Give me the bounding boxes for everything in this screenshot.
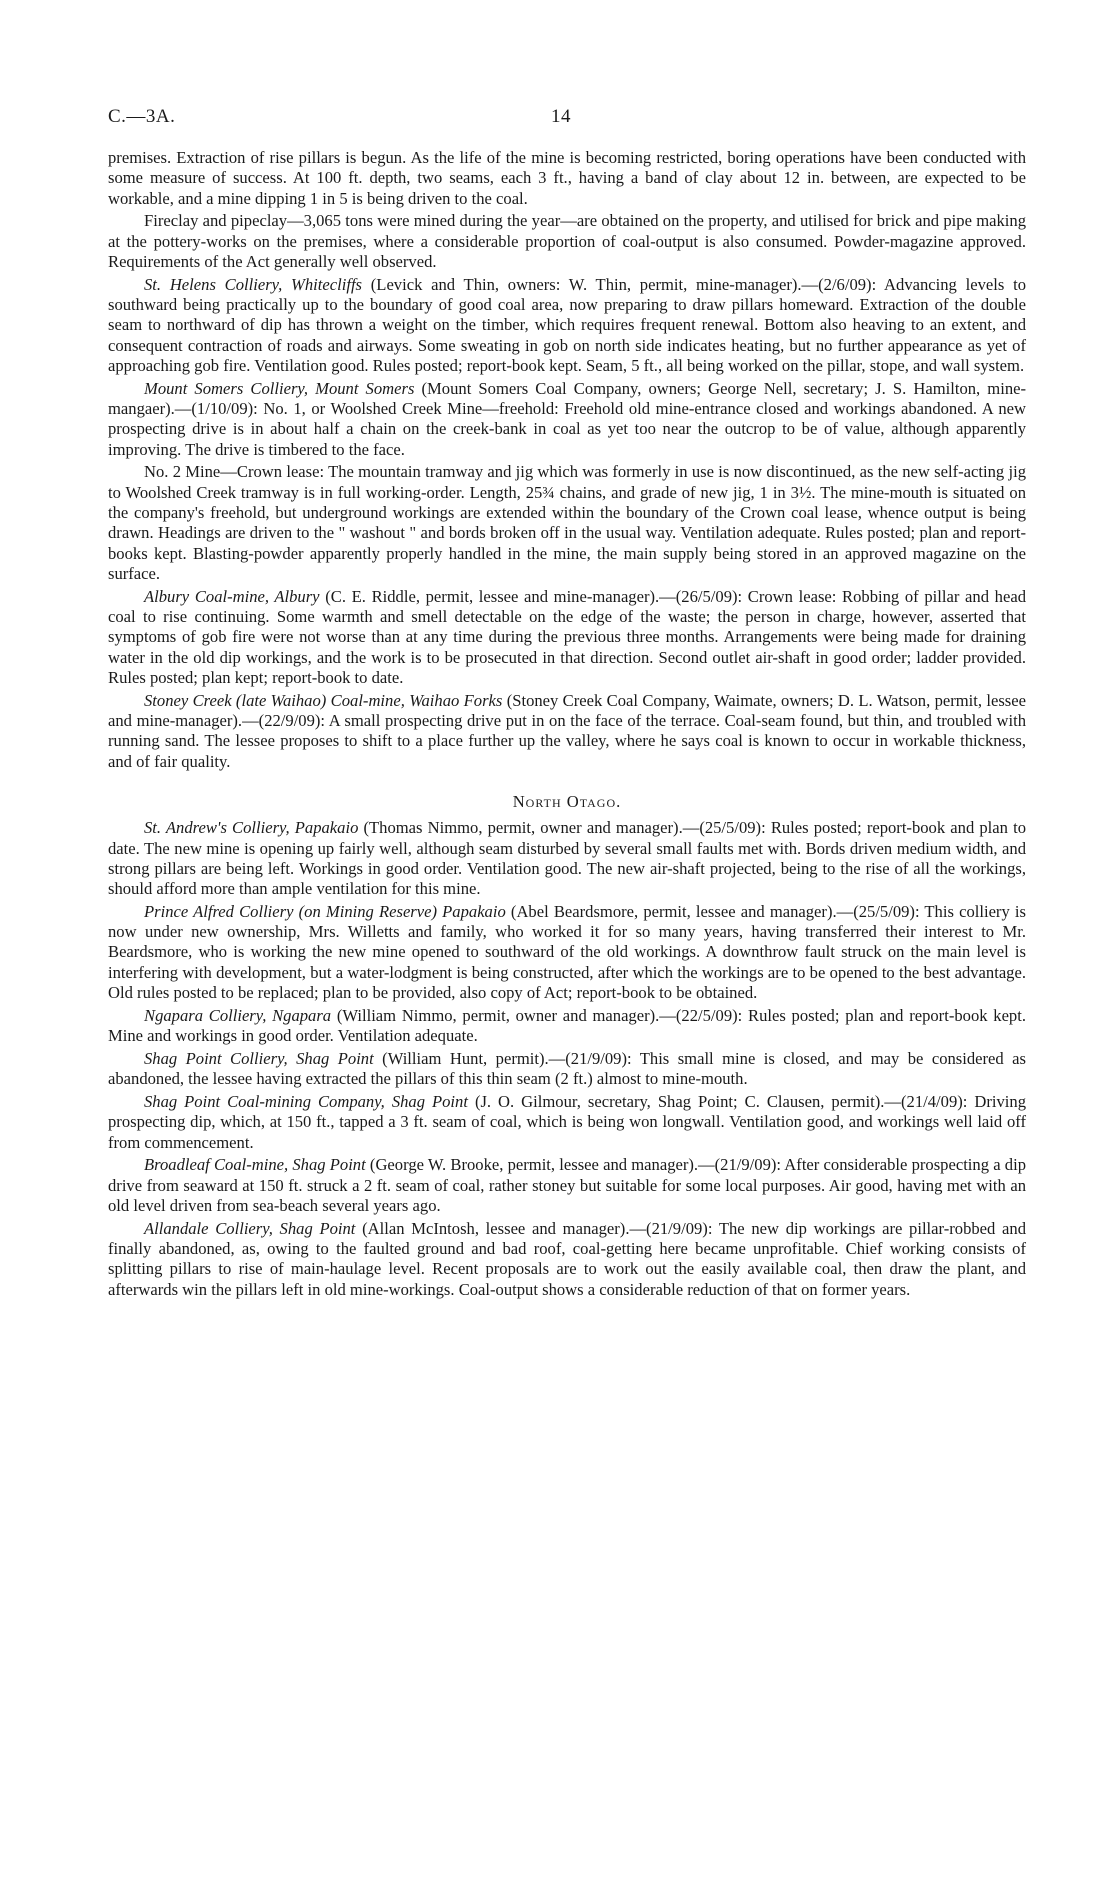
report-body <box>108 148 1026 1300</box>
paragraph <box>108 462 1026 584</box>
page-number: 14 <box>551 106 571 127</box>
paragraph-text: premises. Extraction of rise pillars is begun. As the life of the mine is becoming restricted, boring operations have been conducted with some measure of success. At 100 ft. depth, two seams, each 3 ft., having a band of clay about 12 in. between, are expected to be workable, and a mine dipping 1 in 5 is being driven to the coal. <box>108 148 1026 208</box>
paragraph-text: (C. E. Riddle, permit, lessee and mine-manager).—(26/5/09): Crown lease: Robbing of pillar and head coal to rise continuing. Some warmth and smell detectable on the edge of the waste; the person in charge, however, asserted that symptoms of gob fire were not worse than at any time during the previous three months. Arrangements were being made for draining water in the old dip workings, and the work is to be prosecuted in that direction. Second outlet air-shaft in good order; ladder provided. Rules posted; plan kept; report-book to date. <box>108 586 1026 687</box>
paragraph <box>108 1155 1026 1216</box>
mine-title: Shag Point Coal-mining Company, Shag Point <box>144 1092 468 1112</box>
paragraphs-before-section <box>108 148 1026 772</box>
paragraph <box>108 275 1026 376</box>
paragraph-text: (George W. Brooke, permit, lessee and manager).—(21/9/09): After considerable prospecting a dip drive from seaward at 150 ft. struck a 2 ft. seam of coal, rather stoney but suitable for some local purposes. Air good, having met with an old level driven from sea-beach several years ago. <box>108 1155 1026 1216</box>
paragraph <box>108 902 1026 1003</box>
paragraph <box>108 1219 1026 1300</box>
paragraph-text: (Levick and Thin, owners: W. Thin, permit, mine-manager).—(2/6/09): Advancing levels to southward being practically up to the boundary of good coal area, now preparing to draw pillars homeward. Extraction of the double seam to northward of dip has thrown a weight on the timber, which requires frequent renewal. Bottom also heaving to an extent, and consequent contraction of roads and airways. Some sweating in gob on north side indicates heating, but no further appearance as yet of approaching gob fire. Ventilation good. Rules posted; report-book kept. Seam, 5 ft., all being worked on the pillar, stope, and wall system. <box>108 274 1026 375</box>
mine-title: Broadleaf Coal-mine, Shag Point <box>144 1155 366 1175</box>
section-heading: North Otago. <box>512 791 622 811</box>
mine-title: Shag Point Colliery, Shag Point <box>144 1048 374 1068</box>
paragraph-text: (Stoney Creek Coal Company, Waimate, owners; D. L. Watson, permit, lessee and mine-manager).—(22/9/09): A small prospecting drive put in on the face of the terrace. Coal-seam found, but thin, and troubled with running sand. The lessee proposes to shift to a place further up the valley, where he says coal is known to occur in workable thickness, and of fair quality. <box>108 690 1026 771</box>
paragraph-text: (Allan McIntosh, lessee and manager).—(21/9/09): The new dip workings are pillar-robbed and finally abandoned, as, owing to the faulted ground and bad roof, coal-getting here became unprofitable. Chief working consists of splitting pillars to rise of main-haulage level. Recent proposals are to work out the easily available coal, then draw the plant, and afterwards win the pillars left in old mine-workings. Coal-output shows a considerable reduction of that on former years. <box>108 1218 1026 1299</box>
document-page <box>108 106 1026 1303</box>
running-header <box>108 106 1026 136</box>
report-reference: C.—3A. <box>108 106 176 127</box>
mine-title: Stoney Creek (late Waihao) Coal-mine, Waihao Forks <box>144 690 503 710</box>
paragraph <box>108 1049 1026 1090</box>
mine-title: Albury Coal-mine, Albury <box>144 586 320 606</box>
paragraph-text: No. 2 Mine—Crown lease: The mountain tramway and jig which was formerly in use is now discontinued, as the new self-acting jig to Woolshed Creek tramway is in full working-order. Length, 25¾ chains, and grade of new jig, 1 in 3½. The mine-mouth is situated on the company's freehold, but underground workings are extended within the boundary of the Crown coal lease, whence output is being drawn. Headings are driven to the " washout " and bords broken off in the usual way. Ventilation adequate. Rules posted; plan and report-books kept. Blasting-powder apparently properly handled in the mine, the main supply being stored in an approved magazine on the surface. <box>108 462 1026 583</box>
paragraph-text: (J. O. Gilmour, secretary, Shag Point; C. Clausen, permit).—(21/4/09): Driving prospecting dip, which, at 150 ft., tapped a 3 ft. seam of coal, which is being won longwall. Ventilation good, and workings well laid off from commencement. <box>108 1092 1026 1152</box>
paragraph <box>108 148 1026 209</box>
paragraph <box>108 1092 1026 1153</box>
paragraphs-after-section <box>108 818 1026 1300</box>
paragraph <box>108 818 1026 899</box>
paragraph-text: (Abel Beardsmore, permit, lessee and manager).—(25/5/09): This colliery is now under new ownership, Mrs. Willetts and family, who worked it for so many years, having transferred their interest to Mr. Beardsmore, who is working the new mine opened to southward of the old workings. A downthrow fault struck on the main level is interfering with development, but a water-lodgment is being constructed, after which the workings are to be opened to the best advantage. Old rules posted to be replaced; plan to be provided, also copy of Act; report-book to be obtained. <box>108 901 1026 1003</box>
paragraph <box>108 211 1026 272</box>
paragraph <box>108 587 1026 688</box>
mine-title: St. Andrew's Colliery, Papakaio <box>144 818 359 838</box>
mine-title: Prince Alfred Colliery (on Mining Reserve) Papakaio <box>144 901 506 921</box>
paragraph <box>108 1006 1026 1047</box>
mine-title: Ngapara Colliery, Ngapara <box>144 1005 332 1025</box>
paragraph-text: (Thomas Nimmo, permit, owner and manager).—(25/5/09): Rules posted; report-book and plan to date. The new mine is opening up fairly well, although seam disturbed by several small faults met with. Bords driven medium width, and strong pillars are being left. Workings in good order. Ventilation good. The new air-shaft projected, being to the rise of all the workings, should afford more than ample ventilation for this mine. <box>108 818 1026 899</box>
paragraph-text: (Mount Somers Coal Company, owners; George Nell, secretary; J. S. Hamilton, mine-mangaer).—(1/10/09): No. 1, or Woolshed Creek Mine—freehold: Freehold old mine-entrance closed and workings abandoned. A new prospecting drive is in about half a chain on the creek-bank in coal as yet too near the outcrop to be of value, although apparently improving. The drive is timbered to the face. <box>108 378 1027 459</box>
mine-title: St. Helens Colliery, Whitecliffs <box>144 274 363 294</box>
mine-title: Mount Somers Colliery, Mount Somers <box>144 378 415 398</box>
paragraph-text: (William Hunt, permit).—(21/9/09): This small mine is closed, and may be considered as abandoned, the lessee having extracted the pillars of this thin seam (2 ft.) almost to mine-mouth. <box>108 1048 1026 1089</box>
paragraph <box>108 691 1026 772</box>
paragraph <box>108 379 1026 460</box>
paragraph-text: Fireclay and pipeclay—3,065 tons were mined during the year—are obtained on the property, and utilised for brick and pipe making at the pottery-works on the premises, where a considerable proportion of coal-output is also consumed. Powder-magazine approved. Requirements of the Act generally well observed. <box>108 211 1026 271</box>
paragraph-text: (William Nimmo, permit, owner and manager).—(22/5/09): Rules posted; plan and report-book kept. Mine and workings in good order. Ventilation adequate. <box>108 1005 1026 1046</box>
mine-title: Allandale Colliery, Shag Point <box>144 1218 356 1238</box>
